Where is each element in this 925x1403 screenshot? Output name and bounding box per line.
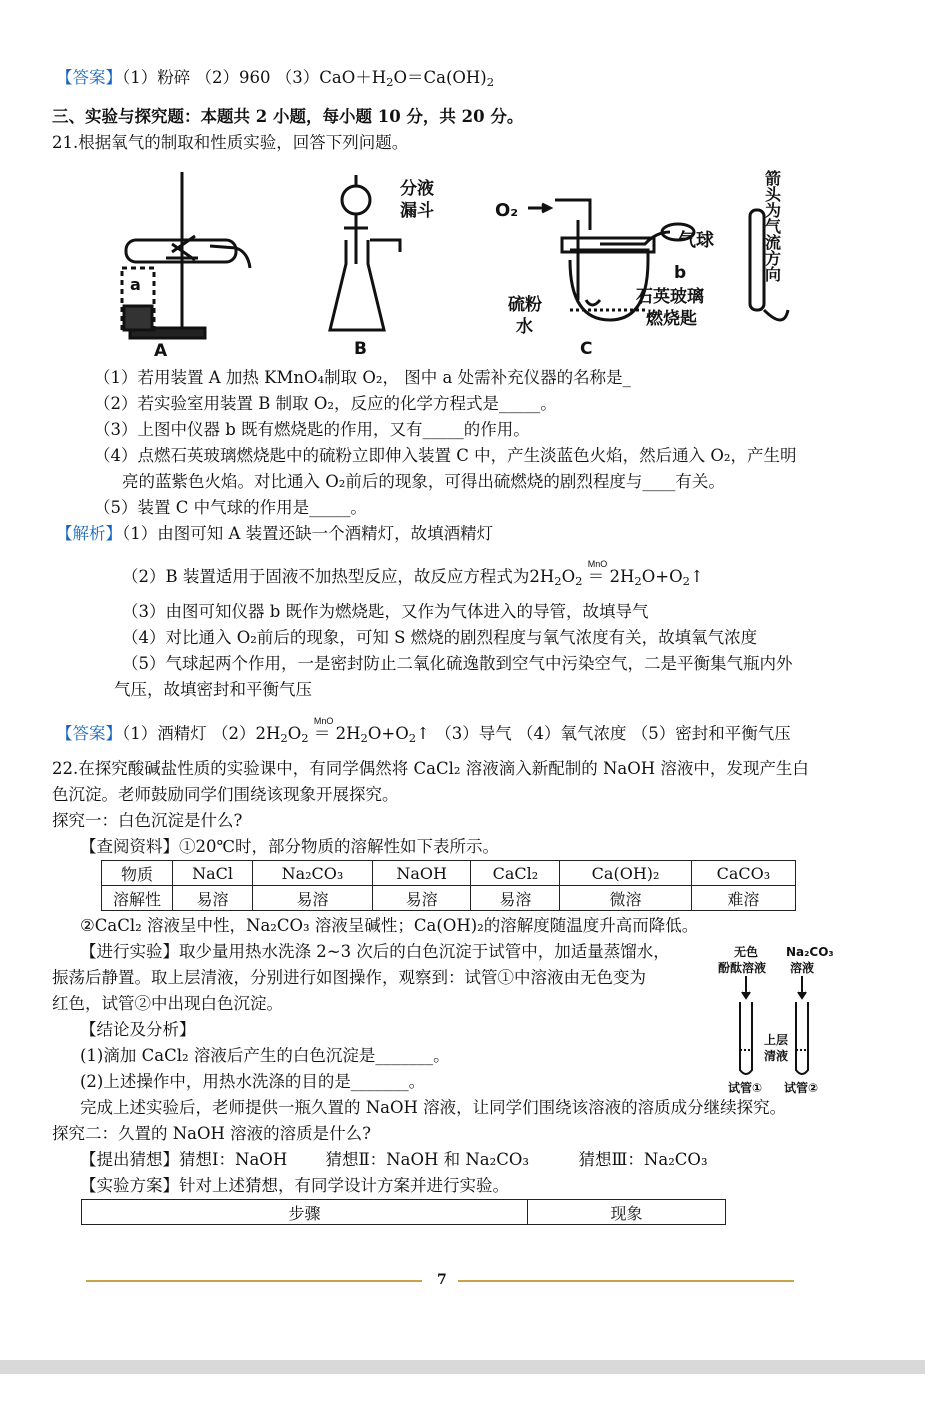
label-C: C — [580, 339, 593, 359]
label-na2co3-1: Na₂CO₃ — [786, 945, 834, 959]
label-b: b — [674, 263, 687, 283]
label-spoon-2: 燃烧匙 — [646, 309, 697, 329]
q21-analysis-5a: （5）气球起两个作用，一是密封防止二氧化硫逸散到空气中污染空气，二是平衡集气瓶内外 — [122, 654, 793, 673]
answer-tag: 【答案】 — [56, 68, 122, 87]
label-funnel-2: 漏斗 — [400, 201, 434, 221]
label-phenol-2: 酚酞溶液 — [718, 961, 767, 975]
label-spoon-1: 石英玻璃 — [636, 287, 704, 307]
footer-rule-left — [86, 1280, 422, 1282]
label-A: A — [154, 341, 168, 361]
experiment-3: 红色，试管②中出现白色沉淀。 — [52, 994, 283, 1013]
q21-p5: （5）装置 C 中气球的作用是_____。 — [94, 498, 367, 517]
q21-answer: 【答案】（1）酒精灯 $(2)2H_2O_2$ MnO ＝ $2H_2O+O_2↑$ （3）导气 （4）氧气浓度 （5）密封和平衡气压 — [56, 716, 791, 745]
table-row: 溶解性 易溶 易溶 易溶 易溶 微溶 难溶 — [102, 886, 796, 911]
conclusion-1: (1)滴加 CaCl₂ 溶液后产生的白色沉淀是_______。 — [80, 1046, 450, 1065]
q21-analysis-1: 【解析】（1）由图可知 A 装置还缺一个酒精灯，故填酒精灯 — [56, 524, 494, 543]
label-na2co3-2: 溶液 — [790, 961, 815, 975]
q21-p3: （3）上图中仪器 b 既有燃烧匙的作用，又有_____的作用。 — [94, 420, 530, 439]
reference-1: 【查阅资料】①20℃时，部分物质的溶解性如下表所示。 — [80, 837, 499, 856]
label-sulfur: 硫粉 — [508, 295, 542, 315]
apparatus-a — [122, 172, 250, 338]
label-a: a — [130, 275, 141, 294]
label-water: 水 — [516, 317, 533, 337]
label-phenol-1: 无色 — [734, 945, 759, 959]
label-tube-1: 试管① — [728, 1081, 763, 1095]
q22-stem-1: 22.在探究酸碱盐性质的实验课中，有同学偶然将 CaCl₂ 溶液滴入新配制的 NaOH 溶液中，发现产生白 — [52, 759, 809, 778]
label-balloon: 气球 — [678, 230, 714, 251]
hypotheses: 【提出猜想】猜想Ⅰ：NaOH 猜想Ⅱ：NaOH 和 Na₂CO₃ 猜想Ⅲ：Na₂CO₃ — [80, 1150, 708, 1169]
section-heading: 三、实验与探究题：本题共 2 小题，每小题 10 分，共 20 分。 — [52, 107, 524, 126]
explore-2: 探究二：久置的 NaOH 溶液的溶质是什么? — [52, 1124, 372, 1143]
viewer-bottom-bar — [0, 1360, 925, 1374]
conclusion-heading: 【结论及分析】 — [80, 1020, 196, 1039]
reference-2: ②CaCl₂ 溶液呈中性，Na₂CO₃ 溶液呈碱性；Ca(OH)₂的溶解度随温度升高而降低。 — [80, 916, 699, 935]
q21-analysis-5b: 气压，故填密封和平衡气压 — [114, 680, 312, 699]
q21-analysis-2: （2）B 装置适用于固液不加热型反应，故反应方程式为$2H_2O_2$ MnO ＝ $2H_2O+O_2↑$ — [122, 559, 704, 588]
solubility-table — [101, 860, 796, 911]
label-upper-1: 上层 — [764, 1033, 789, 1047]
q21-apparatus-figure — [100, 160, 820, 360]
experiment-1: 【进行实验】取少量用热水洗涤 2~3 次后的白色沉淀于试管中，加适量蒸馏水， — [80, 942, 670, 961]
after-text: 完成上述实验后，老师提供一瓶久置的 NaOH 溶液，让同学们围绕该溶液的溶质成分继续探究。 — [80, 1098, 787, 1117]
q21-p4b: 亮的蓝紫色火焰。对比通入 O₂前后的现象，可得出硫燃烧的剧烈程度与____有关。 — [122, 472, 725, 491]
label-upper-2: 清液 — [764, 1049, 789, 1063]
footer-rule-right — [458, 1280, 794, 1282]
label-funnel-1: 分液 — [400, 179, 434, 199]
q21-p1: （1）若用装置 A 加热 KMnO₄制取 O₂， 图中 a 处需补充仪器的名称是_ — [94, 368, 631, 387]
label-o2: O₂ — [495, 200, 519, 221]
table-row: 步骤 现象 — [82, 1200, 726, 1225]
test-tube-figure — [716, 940, 834, 1100]
q21-stem: 21.根据氧气的制取和性质实验，回答下列问题。 — [52, 133, 409, 152]
q21-analysis-3: （3）由图可知仪器 b 既作为燃烧匙，又作为气体进入的导管，故填导气 — [122, 602, 649, 621]
q21-p4a: （4）点燃石英玻璃燃烧匙中的硫粉立即伸入装置 C 中，产生淡蓝色火焰，然后通入 O₂，产生明 — [94, 446, 797, 465]
label-tube-2: 试管② — [784, 1081, 819, 1095]
apparatus-b — [330, 175, 400, 330]
page-number: 7 — [437, 1272, 447, 1288]
label-B: B — [354, 339, 367, 359]
q21-analysis-4: （4）对比通入 O₂前后的现象，可知 S 燃烧的剧烈程度与氧气浓度有关，故填氧气浓度 — [122, 628, 758, 647]
label-arrow-note: 箭头为气流方向 — [762, 170, 782, 282]
plan-table — [81, 1199, 726, 1225]
answer-20: 【答案】（1）粉碎 （2）960 $(3)CaO+H_2O=Ca(OH)_2$ — [56, 68, 495, 89]
q22-stem-2: 色沉淀。老师鼓励同学们围绕该现象开展探究。 — [52, 785, 399, 804]
table-row: 物质 NaCl Na₂CO₃ NaOH CaCl₂ Ca(OH)₂ CaCO₃ — [102, 861, 796, 886]
conclusion-2: (2)上述操作中，用热水洗涤的目的是_______。 — [80, 1072, 426, 1091]
experiment-2: 振荡后静置。取上层清液，分别进行如图操作，观察到：试管①中溶液由无色变为 — [52, 968, 646, 987]
explore-1: 探究一：白色沉淀是什么? — [52, 811, 243, 830]
plan: 【实验方案】针对上述猜想，有同学设计方案并进行实验。 — [80, 1176, 509, 1195]
q21-p2: （2）若实验室用装置 B 制取 O₂，反应的化学方程式是_____。 — [94, 394, 557, 413]
